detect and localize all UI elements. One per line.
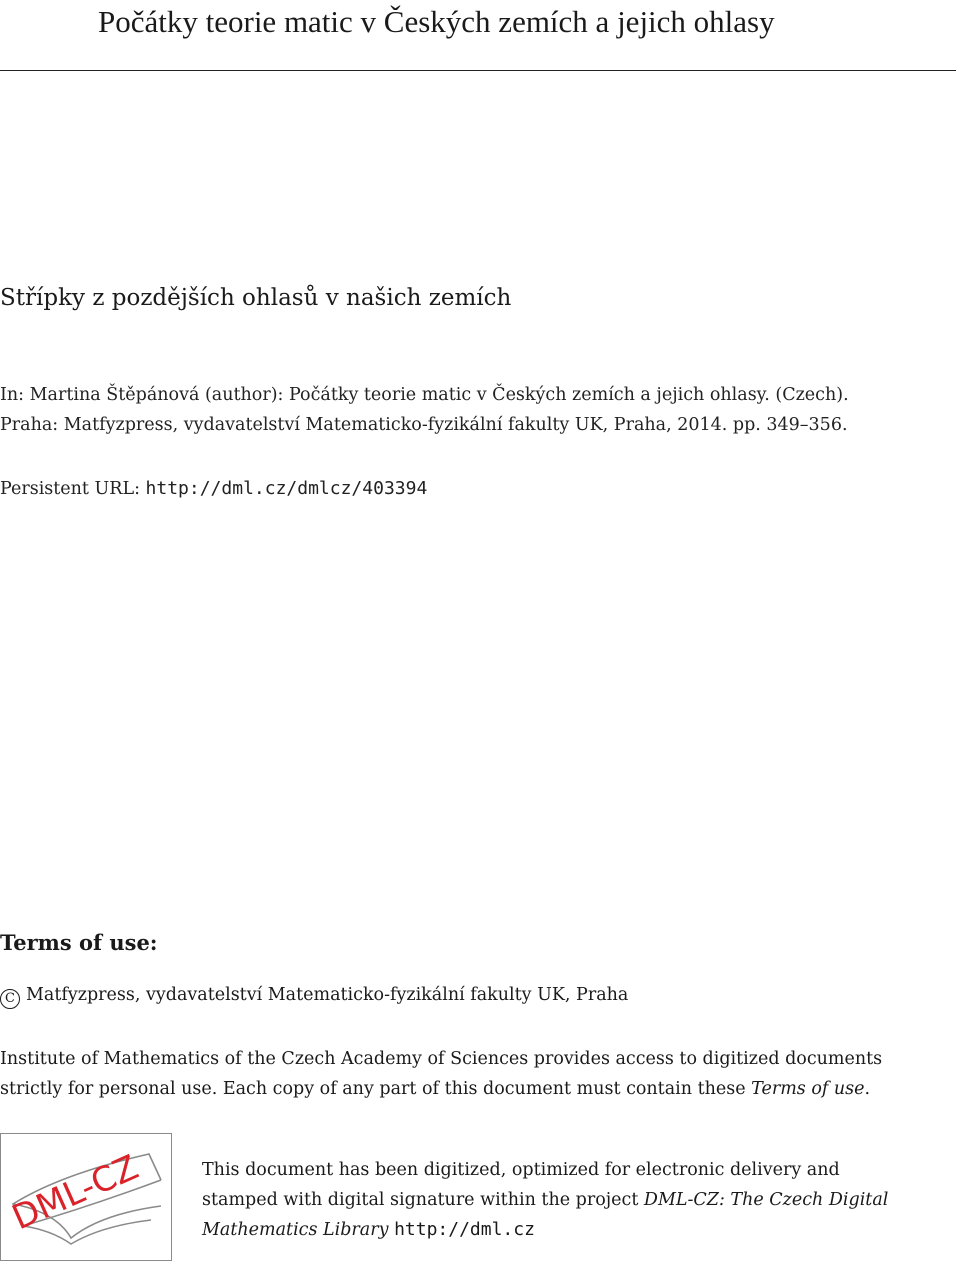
terms-of-use-emphasis: Terms of use xyxy=(751,1079,865,1099)
project-name: DML-CZ: The Czech Digital xyxy=(643,1190,889,1210)
access-line-2-text: strictly for personal use. Each copy of any part of this document must contain these xyxy=(0,1079,752,1099)
copyright-icon: C xyxy=(0,989,20,1009)
copyright-text: Matfyzpress, vydavatelství Matematicko-fyzikální fakulty UK, Praha xyxy=(26,985,629,1005)
dml-cz-logo-graphic xyxy=(1,1134,171,1260)
citation-line-1: In: Martina Štěpánová (author): Počátky teorie matic v Českých zemích a jejich ohlasy. (Czech). xyxy=(0,385,849,405)
digitization-line-3 xyxy=(202,1215,888,1245)
header-divider xyxy=(0,70,956,71)
copyright-line xyxy=(0,980,628,1010)
persistent-url-link[interactable]: http://dml.cz/dmlcz/403394 xyxy=(145,478,428,499)
access-statement xyxy=(0,1044,960,1104)
dml-link[interactable]: http://dml.cz xyxy=(394,1219,535,1240)
terms-heading: Terms of use: xyxy=(0,930,158,955)
dml-cz-logo-text: DML-CZ xyxy=(6,1147,145,1239)
access-line-2-end: . xyxy=(864,1079,871,1099)
chapter-title: Střípky z pozdějších ohlasů v našich zemích xyxy=(0,285,512,311)
persistent-url xyxy=(0,474,427,504)
dml-cz-logo xyxy=(0,1133,172,1261)
citation xyxy=(0,380,849,440)
access-line-2 xyxy=(0,1074,960,1104)
digitization-line-2-text: stamped with digital signature within the project xyxy=(202,1190,644,1210)
digitization-note xyxy=(202,1155,888,1245)
citation-line-2: Praha: Matfyzpress, vydavatelství Matematicko-fyzikální fakulty UK, Praha, 2014. pp. 349–356. xyxy=(0,415,848,435)
digitization-line-1: This document has been digitized, optimized for electronic delivery and xyxy=(202,1160,840,1180)
access-line-1: Institute of Mathematics of the Czech Academy of Sciences provides access to digitized documents xyxy=(0,1049,883,1069)
persistent-url-label: Persistent URL: xyxy=(0,479,146,499)
project-name-continued: Mathematics Library xyxy=(202,1220,389,1240)
header-title: Počátky teorie matic v Českých zemích a jejich ohlasy xyxy=(98,4,775,39)
digitization-line-2 xyxy=(202,1185,888,1215)
